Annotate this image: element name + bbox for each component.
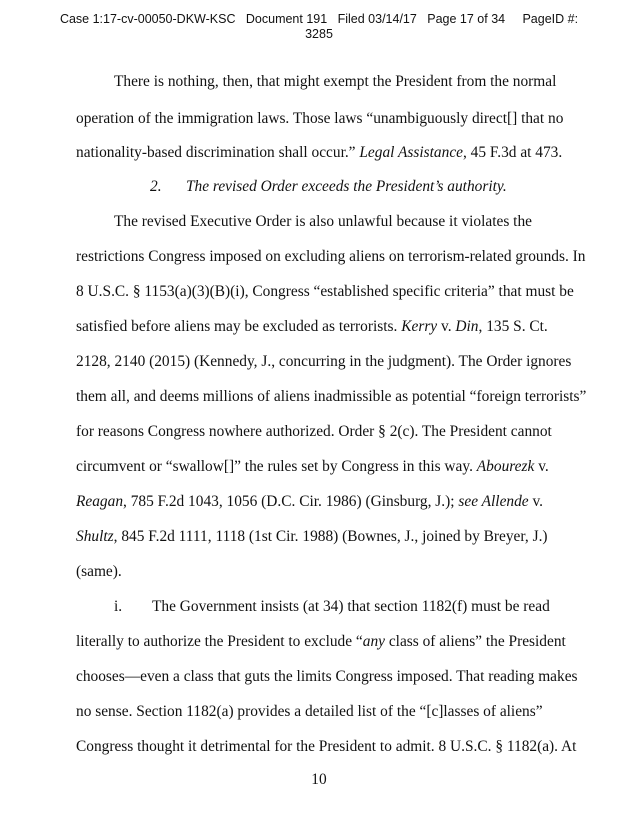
text-line: The revised Executive Order is also unlawful because it violates the [114, 213, 532, 230]
case-header-line2: 3285 [305, 27, 333, 41]
case-citation: Legal Assistance [359, 144, 463, 161]
subsection-line: i. The Government insists (at 34) that section 1182(f) must be read [114, 598, 550, 615]
emphasis: any [362, 633, 385, 650]
case-citation: Abourezk [476, 458, 535, 475]
text-line: literally to authorize the President to exclude “any class of aliens” the President [76, 633, 566, 650]
text-line: them all, and deems millions of aliens inadmissible as potential “foreign terrorists” [76, 388, 587, 405]
text-line: restrictions Congress imposed on excluding aliens on terrorism-related grounds. In [76, 248, 586, 265]
section-heading [150, 178, 507, 196]
case-citation: Din [455, 318, 479, 335]
section-number: 2. [150, 178, 162, 195]
text-line: Congress thought it detrimental for the President to admit. 8 U.S.C. § 1182(a). At [76, 738, 577, 755]
case-citation: Shultz [76, 528, 114, 545]
page-number: 10 [311, 771, 327, 788]
text-line: (same). [76, 563, 122, 580]
case-citation: Kerry [401, 318, 438, 335]
case-header-line1: Case 1:17-cv-00050-DKW-KSC Document 191 Filed 03/14/17 Page 17 of 34 PageID #: [59, 12, 579, 26]
case-citation: see Allende [458, 493, 529, 510]
text-line: Reagan, 785 F.2d 1043, 1056 (D.C. Cir. 1986) (Ginsburg, J.); see Allende v. [76, 493, 544, 510]
text-line: chooses—even a class that guts the limits Congress imposed. That reading makes [76, 668, 578, 685]
text-line: for reasons Congress nowhere authorized. Order § 2(c). The President cannot [76, 423, 552, 440]
text-line: 8 U.S.C. § 1153(a)(3)(B)(i), Congress “established specific criteria” that must be [76, 283, 574, 300]
case-citation: Reagan [76, 493, 124, 510]
text-line: Shultz, 845 F.2d 1111, 1118 (1st Cir. 1988) (Bownes, J., joined by Breyer, J.) [76, 528, 548, 545]
text-line: nationality-based discrimination shall occur.” Legal Assistance, 45 F.3d at 473. [76, 144, 563, 161]
text-line: no sense. Section 1182(a) provides a detailed list of the “[c]lasses of aliens” [76, 703, 543, 720]
section-title: The revised Order exceeds the President’s authority. [186, 178, 507, 195]
subsection-number: i. [114, 598, 123, 615]
text-line: operation of the immigration laws. Those laws “unambiguously direct[] that no [76, 110, 564, 127]
text-line: satisfied before aliens may be excluded as terrorists. Kerry v. Din, 135 S. Ct. [76, 318, 548, 335]
text-line: circumvent or “swallow[]” the rules set by Congress in this way. Abourezk v. [76, 458, 549, 475]
text-line: 2128, 2140 (2015) (Kennedy, J., concurring in the judgment). The Order ignores [76, 353, 572, 370]
text-line: There is nothing, then, that might exempt the President from the normal [114, 73, 557, 90]
document-body [76, 0, 587, 826]
